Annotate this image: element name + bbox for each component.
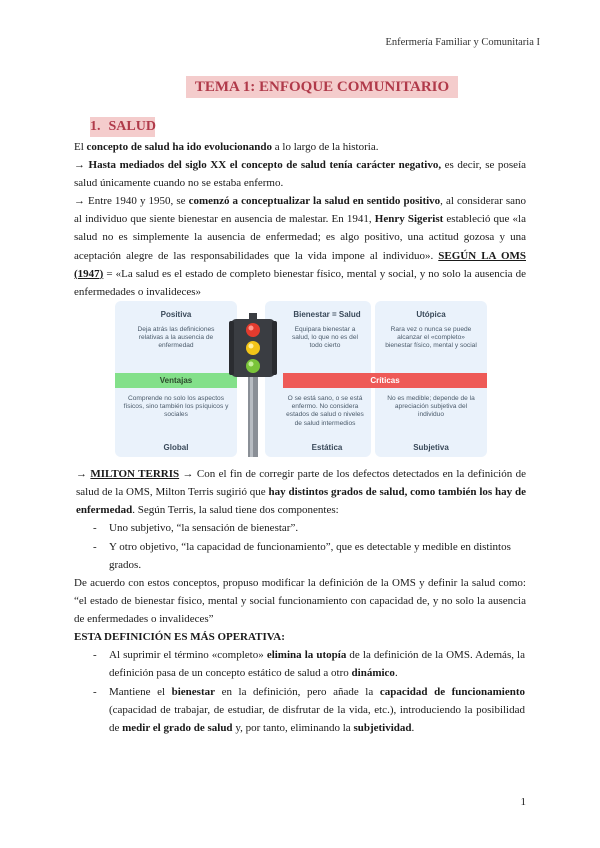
- paragraph-intro: El concepto de salud ha ido evolucionando a lo largo de la historia.: [74, 141, 379, 153]
- running-header: Enfermería Familiar y Comunitaria I: [385, 37, 540, 48]
- paragraph-terris: → MILTON TERRIS → Con el fin de corregir parte de los defectos detectados en la definición de salud de la OMS, Milton Terris sugirió que hay distintos grados de salud, como también los hay de enfermedad. Según Terris, la salud tiene dos componentes:: [76, 468, 526, 517]
- oms-definition-diagram: [115, 301, 487, 457]
- oms-link-text: SEGÚN LA OMS (1947): [74, 249, 526, 280]
- column-bottom-text: Comprende no solo los aspectos físicos, sino también los psíquicos y sociales: [123, 395, 229, 419]
- criticas-band: Críticas: [283, 373, 487, 388]
- paragraph-positive: → Entre 1940 y 1950, se comenzó a conceptualizar la salud en sentido positivo, al considerar sano al individuo que siente bienestar en ausencia de malestar. En 1941, Henry Sigerist estableció que «la salud no es simplemente la ausencia de enfermedad; es algo positivo, una actitud gozosa y una aceptación alegre de las responsabilidades que la vida impone al individuo». SEGÚN LA OMS (1947) = «La salud es el estado de completo bienestar físico, mental y social, y no solo la ausencia de enfermedades o invalideces»: [74, 195, 527, 299]
- paragraph-proposal: De acuerdo con estos conceptos, propuso modificar la definición de la OMS y definir la salud como: “el estado de bienestar físico, mental y social funcionamiento con capacidad de, y no solo la ausencia de enfermedades o invalideces”: [74, 577, 526, 626]
- subheading-operativa: ESTA DEFINICIÓN ES MÁS OPERATIVA:: [74, 631, 285, 643]
- page-number: 1: [520, 796, 526, 808]
- section-number: 1.: [90, 119, 101, 134]
- section-heading: [90, 117, 155, 137]
- page-title: TEMA 1: ENFOQUE COMUNITARIO: [186, 76, 458, 98]
- column-title: Bienestar = Salud: [293, 310, 361, 319]
- column-text: Deja atrás las definiciones relativas a la ausencia de enfermedad: [137, 326, 215, 350]
- terris-link-text: MILTON TERRIS: [90, 468, 180, 480]
- column-bottom-label: Global: [163, 443, 189, 452]
- column-text: Rara vez o nunca se puede alcanzar el «completo» bienestar físico, mental y social: [385, 326, 477, 350]
- column-bottom-label: Estática: [311, 443, 343, 452]
- column-bottom-label: Subjetiva: [413, 443, 449, 452]
- section-label: SALUD: [108, 119, 156, 134]
- ventajas-band: Ventajas: [115, 373, 237, 388]
- column-text: Equipara bienestar a salud, lo que no es del todo cierto: [292, 326, 358, 350]
- paragraph-negative: → Hasta mediados del siglo XX el concepto de salud tenía carácter negativo, es decir, se poseía salud únicamente cuando no se estaba enfermo.: [74, 159, 527, 190]
- column-bottom-text: No es medible; depende de la apreciación subjetiva del individuo: [387, 395, 475, 419]
- column-title: Positiva: [160, 310, 192, 319]
- column-title: Utópica: [416, 310, 446, 319]
- traffic-light-icon: [229, 313, 277, 457]
- column-bottom-text: O se está sano, o se está enfermo. No considera estados de salud o niveles de salud intermedios: [286, 395, 364, 427]
